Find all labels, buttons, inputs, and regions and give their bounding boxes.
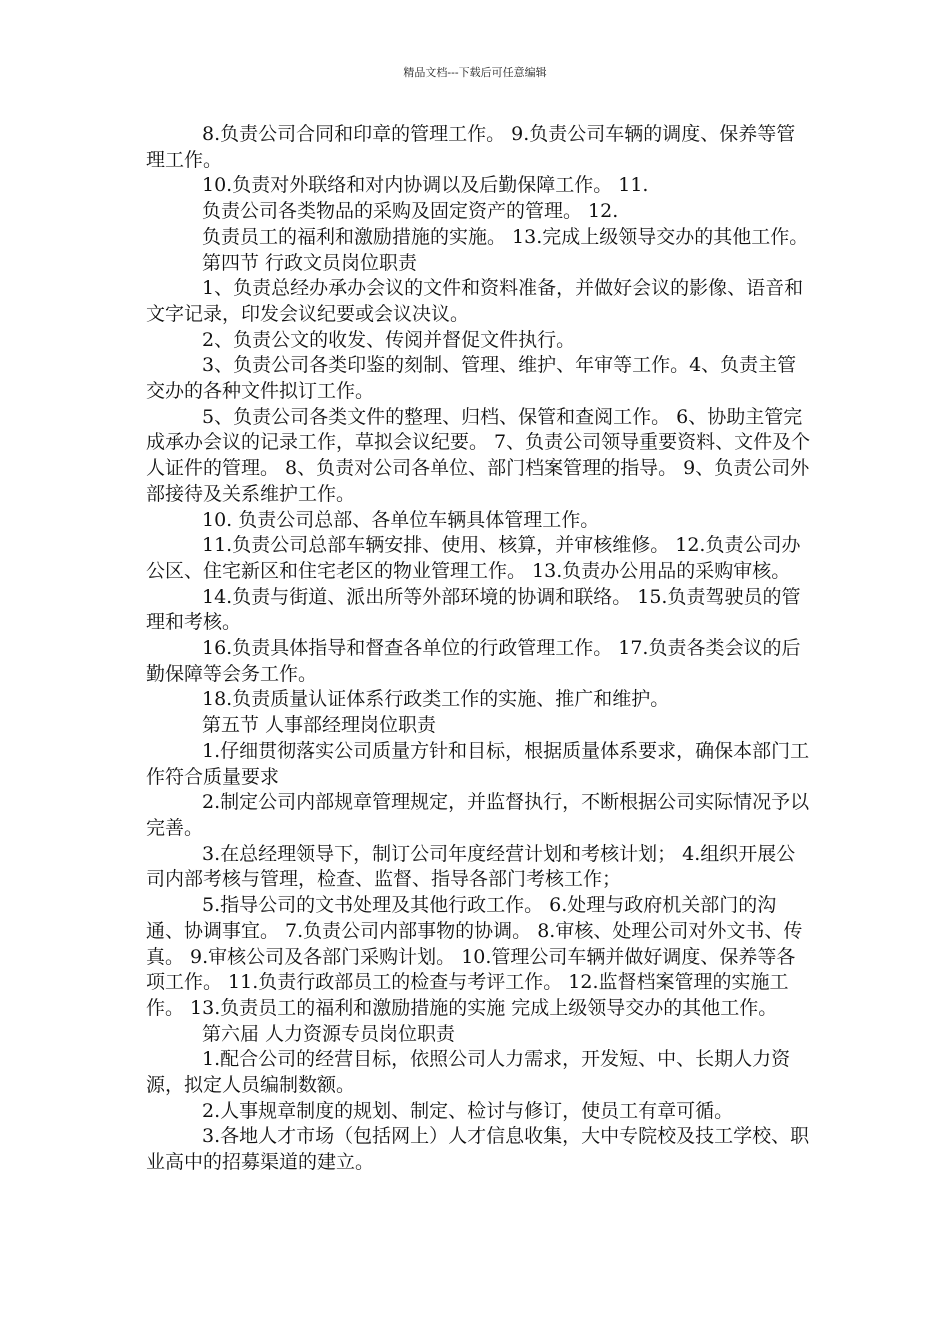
paragraph: 3、负责公司各类印鉴的刻制、管理、维护、年审等工作。4、负责主管交办的各种文件拟订工作。 xyxy=(146,354,797,403)
paragraph: 2.制定公司内部规章管理规定，并监督执行，不断根据公司实际情况予以完善。 xyxy=(146,791,810,839)
paragraph: 5、负责公司各类文件的整理、归档、保管和查阅工作。 6、协助主管完成承办会议的记录工作，草拟会议纪要。 7、负责公司领导重要资料、文件及个人证件的管理。 8、负责对公司各单位、部门档案管理的指导。 9、负责公司外部接待及关系维护工作。 xyxy=(146,405,811,505)
paragraph: 16.负责具体指导和督查各单位的行政管理工作。 17.负责各类会议的后勤保障等会务工作。 xyxy=(146,637,801,685)
paragraph: 8.负责公司合同和印章的管理工作。 9.负责公司车辆的调度、保养等管理工作。 xyxy=(146,123,796,171)
paragraph: 1、负责总经办承办会议的文件和资料准备，并做好会议的影像、语音和文字记录，印发会议纪要或会议决议。 xyxy=(146,277,804,325)
paragraph: 14.负责与街道、派出所等外部环境的协调和联络。 15.负责驾驶员的管理和考核。 xyxy=(146,585,801,634)
paragraph: 负责公司各类物品的采购及固定资产的管理。 12. xyxy=(202,200,619,223)
paragraph: 18.负责质量认证体系行政类工作的实施、推广和维护。 xyxy=(202,688,670,711)
paragraph: 2、负责公文的收发、传阅并督促文件执行。 xyxy=(202,328,576,351)
paragraph: 负责员工的福利和激励措施的实施。 13.完成上级领导交办的其他工作。 xyxy=(202,225,809,248)
paragraph: 2.人事规章制度的规划、制定、检讨与修订，使员工有章可循。 xyxy=(202,1099,734,1122)
section-heading: 第四节 行政文员岗位职责 xyxy=(202,251,418,274)
paragraph: 5.指导公司的文书处理及其他行政工作。 6.处理与政府机关部门的沟通、协调事宜。 7.负责公司内部事物的协调。 8.审核、处理公司对外文书、传真。 9.审核公司及各部门采购计划。 10.管理公司车辆并做好调度、保养等各项工作。 11.负责行政部员工的检查与考评工作。 12.监督档案管理的实施工作。 13.负责员工的福利和激励措施的实施 完成上级领导交办的其他工作。 xyxy=(146,894,803,1019)
paragraph: 11.负责公司总部车辆安排、使用、核算，并审核维修。 12.负责公司办公区、住宅新区和住宅老区的物业管理工作。 13.负责办公用品的采购审核。 xyxy=(146,534,801,582)
paragraph: 1.仔细贯彻落实公司质量方针和目标，根据质量体系要求，确保本部门工作符合质量要求 xyxy=(146,739,810,788)
paragraph: 10. 负责公司总部、各单位车辆具体管理工作。 xyxy=(202,508,600,531)
paragraph: 3.在总经理领导下，制订公司年度经营计划和考核计划； 4.组织开展公司内部考核与管理，检查、监督、指导各部门考核工作； xyxy=(146,842,796,891)
paragraph: 10.负责对外联络和对内协调以及后勤保障工作。 11. xyxy=(202,174,649,197)
document-body xyxy=(146,122,812,1176)
paragraph: 3.各地人才市场（包括网上）人才信息收集，大中专院校及技工学校、职业高中的招募渠道的建立。 xyxy=(146,1125,810,1174)
page-header: 精品文档---下载后可任意编辑 xyxy=(403,66,547,79)
paragraph: 1.配合公司的经营目标，依照公司人力需求，开发短、中、长期人力资源，拟定人员编制数额。 xyxy=(146,1048,791,1097)
section-heading: 第五节 人事部经理岗位职责 xyxy=(202,714,437,737)
section-heading: 第六届 人力资源专员岗位职责 xyxy=(202,1022,456,1045)
